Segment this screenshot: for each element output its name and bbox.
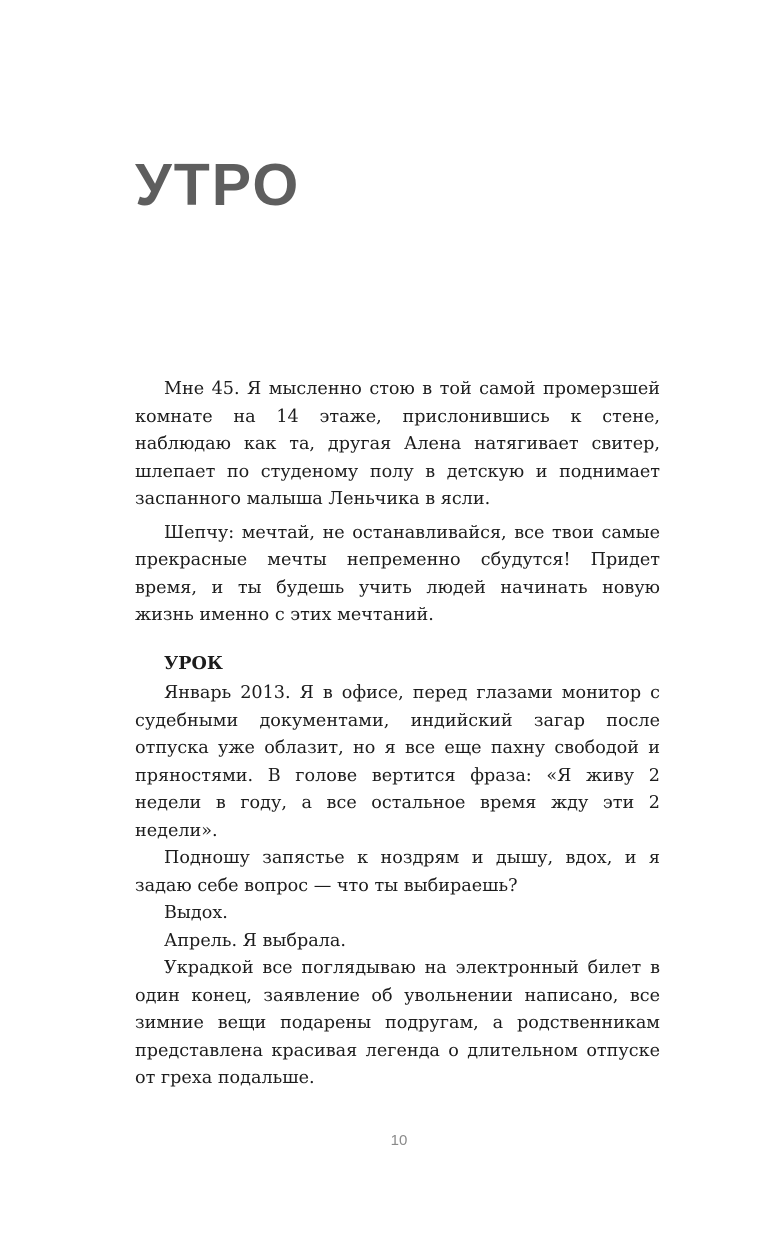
lesson-paragraph: Украдкой все поглядываю на электронный билет в один конец, заявление об увольнении написано, все зимние вещи подарены подругам, а родственникам представлена красивая легенда о длительном отпуске от греха подальше. [135, 958, 660, 1088]
chapter-title: УТРО [135, 152, 301, 218]
lesson-paragraph: Подношу запястье к ноздрям и дышу, вдох, и я задаю себе вопрос — что ты выбираешь? [135, 848, 660, 896]
lesson-section [135, 650, 660, 1093]
intro-section [135, 376, 660, 630]
intro-paragraph: Шепчу: мечтай, не останавливайся, все твои самые прекрасные мечты непременно сбудутся! Придет время, и ты будешь учить людей начинать новую жизнь именно с этих мечтаний. [135, 522, 660, 625]
intro-paragraph: Мне 45. Я мысленно стою в той самой промерзшей комнате на 14 этаже, прислонившись к стене, наблюдаю как та, другая Алена натягивает свитер, шлепает по студеному полу в детскую и поднимает заспанного малыша Леньчика в ясли. [135, 379, 660, 509]
section-heading: УРОК [164, 653, 223, 674]
lesson-paragraph: Выдох. [164, 903, 228, 923]
lesson-paragraph: Апрель. Я выбрала. [164, 930, 346, 951]
page-number: 10 [390, 1132, 408, 1149]
lesson-paragraph: Январь 2013. Я в офисе, перед глазами монитор с судебными документами, индийский загар после отпуска уже облазит, но я все еще пахну свободой и пряностями. В голове вертится фраза: «Я живу 2 недели в году, а все остальное время жду эти 2 недели». [135, 683, 660, 841]
